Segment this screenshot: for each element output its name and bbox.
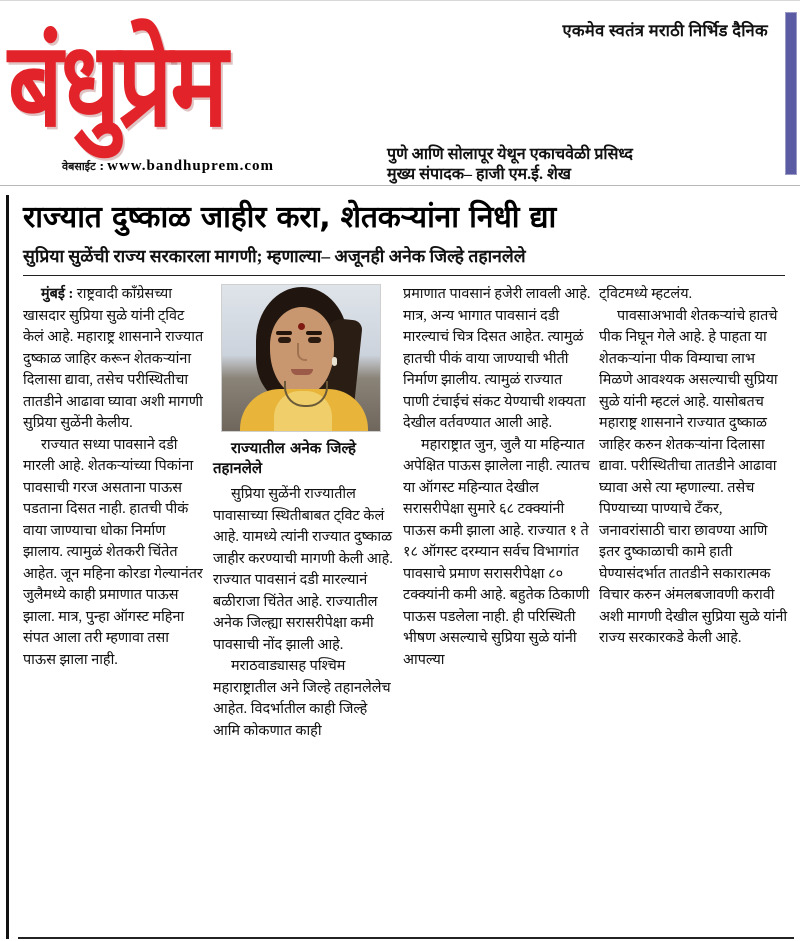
website-line: [62, 158, 274, 175]
article-paragraph-text: राष्ट्रवादी काँग्रेसच्या खासदार सुप्रिया सुळे यांनी ट्विट केलं आहे. महाराष्ट्र शासनाने राज्यात दुष्काळ जाहिर करून शेतकऱ्यांना दिलासा द्यावा, तसेच परीस्थितीचा तातडीने आढावा घ्यावा अशी मागणी सुप्रिया सुळेंनी केलीय.: [23, 286, 204, 431]
article-paragraph: पावसाअभावी शेतकऱ्यांचे हातचे पीक निघून गेले आहे. हे पाहता या शेतकऱ्यांना पीक विम्याचा लाभ मिळणे आवश्यक असल्याची सुप्रिया सुळे यांनी म्हटलं आहे. यासोबतच महाराष्ट्र शासनाने राज्यात दुष्काळ जाहिर करुन शेतकऱ्यांना दिलासा द्यावा. परीस्थितीचा तातडीने आढावा घ्यावा असे त्या म्हणाल्या. तसेच पिण्याच्या पाण्याचे टँकर, जनावरांसाठी चारा छावण्या आणि इतर दुष्काळाची कामे हाती घेण्यासंदर्भात तातडीने सकारात्मक विचार करुन अंमलबजावणी करावी अशी मागणी देखील सुप्रिया सुळे यांनी राज्य सरकारकडे केली आहे.: [599, 307, 788, 646]
publisher-editor-line: मुख्य संपादक– हाजी एम.ई. शेख: [387, 166, 571, 183]
photo-caption: राज्यातील अनेक जिल्हे तहानलेले: [213, 439, 356, 477]
photo-nose: [297, 343, 307, 361]
photo-eyebrow-right: [306, 331, 322, 335]
article-container: [6, 195, 794, 939]
website-label: वेबसाईट :: [62, 160, 104, 173]
headline-divider: [23, 275, 785, 276]
article-paragraph: मराठवाड्यासह पश्चिम महाराष्ट्रातील अने जिल्हे तहानलेलेच आहेत. विदर्भातील काही जिल्हे आमि कोकणात काही: [213, 658, 391, 739]
article-photo: [221, 284, 381, 432]
article-paragraph: [23, 284, 205, 435]
article-paragraph: ट्विटमध्ये म्हटलंय.: [599, 286, 693, 302]
article-column-4: [599, 284, 791, 650]
article-headline: राज्यात दुष्काळ जाहीर करा, शेतकऱ्यांना निधी द्या: [23, 200, 557, 235]
photo-eye-left: [278, 337, 291, 343]
article-paragraph: प्रमाणात पावसानं हजेरी लावली आहे. मात्र, अन्य भागात पावसानं दडी मारल्याचं चित्र दिसत आहेत. त्यामुळं हातची पीकं वाया जाण्याची भीती निर्माण झालीय. त्यामुळं राज्यात पाणी टंचाईचं संकट येण्याची शक्यता देखील वर्तवण्यात आली आहे.: [403, 286, 591, 431]
article-paragraph: सुप्रिया सुळेंनी राज्यातील पावासाच्या स्थितीबाबत ट्विट केलं आहे. यामध्ये त्यांनी राज्यात दुष्काळ जाहीर करण्याची मागणी केली आहे. राज्यात पावसानं दडी मारल्यानं बळीराजा चिंतेत आहे. राज्यातील अनेक जिल्ह्या सरासरीपेक्षा कमी पावसाची नोंद झाली आहे.: [213, 486, 393, 653]
article-columns: [23, 284, 791, 742]
article-paragraph: राज्यात सध्या पावसाने दडी मारली आहे. शेतकऱ्यांच्या पिकांना पावसाची गरज असताना पाऊस पडताना दिसत नाही. हातची पीकं वाया जाण्याचा धोका निर्माण झालाय. त्यामुळं शेतकरी चिंतेत आहेत. जून महिना कोरडा गेल्यानंतर जुलैमध्ये काही प्रमाणात पाऊस झाला. मात्र, पुन्हा ऑगस्ट महिना संपत आला तरी म्हणावा तसा पाऊस झाला नाही.: [23, 436, 203, 668]
masthead-tagline: एकमेव स्वतंत्र मराठी निर्भिड दैनिक: [562, 21, 768, 40]
publisher-edition-line: पुणे आणि सोलापूर येथून एकाचवेळी प्रसिध्द: [387, 146, 633, 163]
photo-eyebrow-left: [276, 331, 292, 335]
newspaper-logo: बंधुप्रेम: [8, 16, 226, 153]
photo-eye-right: [308, 337, 321, 343]
article-column-2: [213, 284, 403, 742]
masthead-accent-strip: [785, 12, 797, 175]
article-column-3: [403, 284, 599, 671]
publisher-info: [387, 145, 633, 185]
article-paragraph: महाराष्ट्रात जुन, जुलै या महिन्यात अपेक्षित पाऊस झालेला नाही. त्यातच या ऑगस्ट महिन्यात देखील सरासरीपेक्षा सुमारे ६८ टक्क्यांनी पाऊस कमी झाला आहे. राज्यात १ ते १८ ऑगस्ट दरम्यान सर्वच विभागांत पावसाचे प्रमाण सरासरीपेक्षा ८० टक्क्यांनी कमी आहे. बहुतेक ठिकाणी पाऊस पडलेला नाही. ही परिस्थिती भीषण असल्याचे सुप्रिया सुळे यांनी आपल्या: [403, 436, 590, 668]
photo-bindi: [298, 323, 305, 330]
photo-earring: [332, 357, 337, 366]
website-url[interactable]: www.bandhuprem.com: [107, 158, 275, 174]
article-column-1: [23, 284, 213, 671]
article-bottom-rule: [18, 937, 794, 939]
dateline: मुंबई :: [41, 286, 74, 302]
masthead-top-rule: [0, 0, 800, 1]
photo-mouth: [291, 369, 313, 375]
newspaper-masthead: [0, 0, 800, 186]
article-subheadline: सुप्रिया सुळेंची राज्य सरकारला मागणी; म्हणाल्या– अजूनही अनेक जिल्हे तहानलेले: [23, 246, 526, 266]
article-photo-wrapper: [221, 284, 381, 432]
